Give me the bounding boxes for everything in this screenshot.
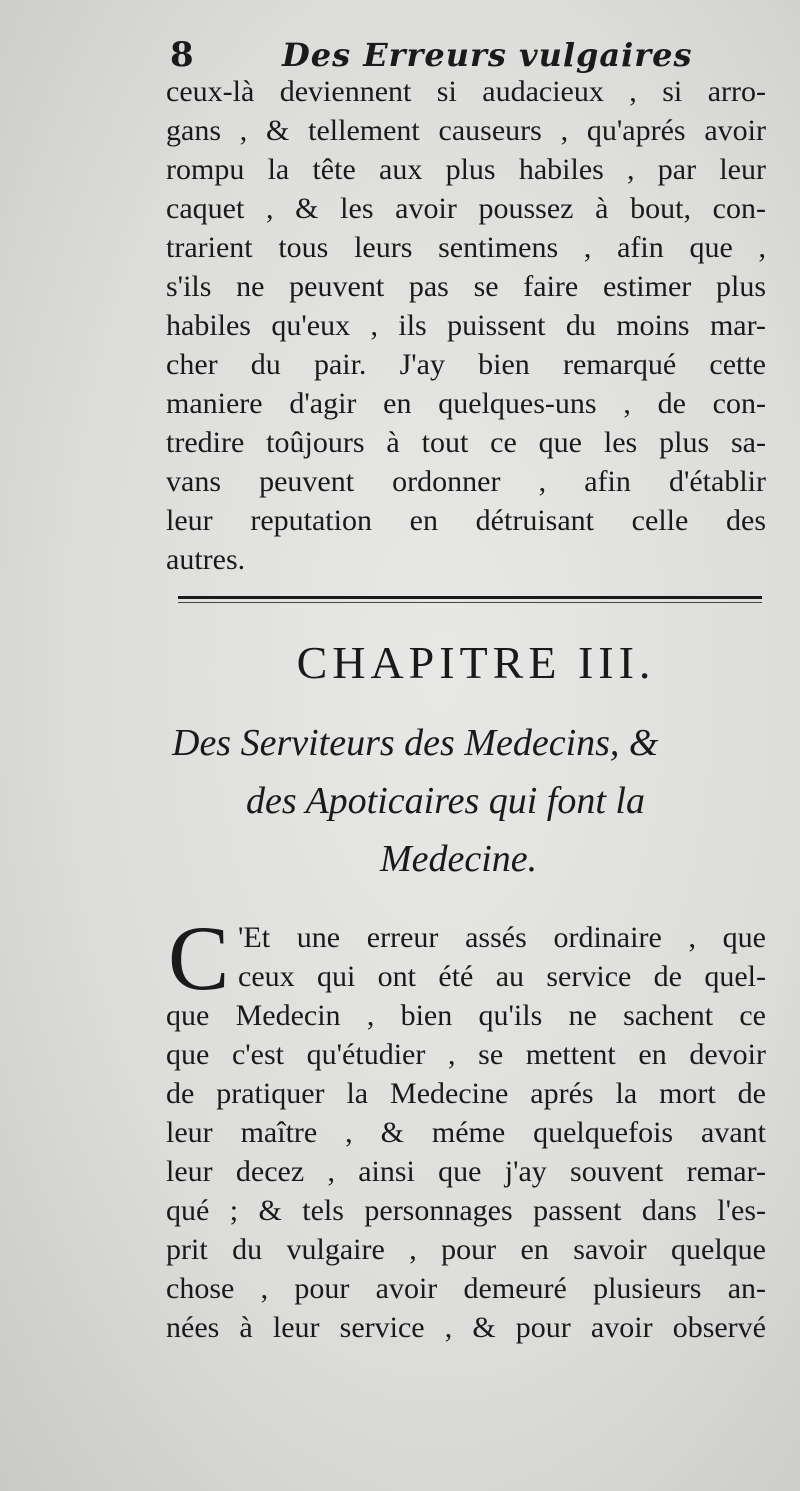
- text-line: habiles qu'eux , ils puissent du moins mar-: [166, 309, 766, 342]
- text-line: vans peuvent ordonner , afin d'établir: [166, 465, 766, 498]
- text-line: maniere d'agir en quelques-uns , de con-: [166, 387, 766, 420]
- text-line: rompu la tête aux plus habiles , par leur: [166, 153, 766, 186]
- drop-cap: C: [168, 907, 230, 1009]
- subtitle-line: Des Serviteurs des Medecins, &: [172, 722, 659, 764]
- text-line: s'ils ne peuvent pas se faire estimer plus: [166, 270, 766, 303]
- text-line: trarient tous leurs sentimens , afin que ,: [166, 231, 766, 264]
- text-line: ceux-là deviennent si audacieux , si arro-: [166, 75, 766, 108]
- text-line: que Medecin , bien qu'ils ne sachent ce: [166, 999, 766, 1032]
- body-text: [166, 72, 766, 579]
- text-line: gans , & tellement causeurs , qu'aprés avoir: [166, 114, 766, 147]
- text-line: chose , pour avoir demeuré plusieurs an-: [166, 1272, 766, 1305]
- text-line: tredire toûjours à tout ce que les plus sa-: [166, 426, 766, 459]
- text-line: prit du vulgaire , pour en savoir quelque: [166, 1233, 766, 1266]
- chapter-heading: CHAPITRE III.: [296, 637, 656, 688]
- text-line: de pratiquer la Medecine aprés la mort de: [166, 1077, 766, 1110]
- chapter-paragraph: [166, 907, 766, 1347]
- text-line: nées à leur service , & pour avoir observé: [166, 1311, 766, 1344]
- running-title: Des Erreurs vulgaires: [282, 36, 693, 74]
- page-number: 8: [170, 35, 194, 75]
- text-line: cher du pair. J'ay bien remarqué cette: [166, 348, 766, 381]
- text-line: leur reputation en détruisant celle des: [166, 504, 766, 537]
- text-line: 'Et une erreur assés ordinaire , que: [238, 921, 766, 954]
- subtitle-line: Medecine.: [380, 838, 538, 880]
- text-line: que c'est qu'étudier , se mettent en devoir: [166, 1038, 766, 1071]
- subtitle-line: des Apoticaires qui font la: [246, 780, 645, 822]
- text-line: autres.: [166, 543, 246, 576]
- text-line: caquet , & les avoir poussez à bout, con-: [166, 192, 766, 225]
- chapter-subtitle: [166, 714, 776, 888]
- text-line: qué ; & tels personnages passent dans l'es-: [166, 1194, 766, 1227]
- text-line: leur decez , ainsi que j'ay souvent remar-: [166, 1155, 766, 1188]
- text-line: leur maître , & méme quelquefois avant: [166, 1116, 766, 1149]
- section-divider: [178, 596, 762, 599]
- text-line: ceux qui ont été au service de quel-: [238, 960, 766, 993]
